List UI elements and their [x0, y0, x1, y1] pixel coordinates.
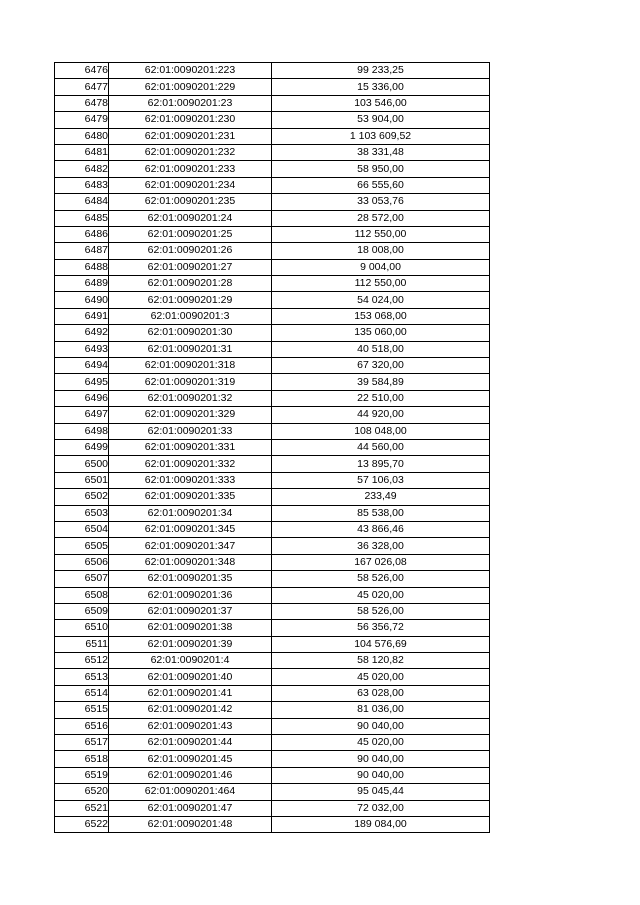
row-number-cell: 6499 [55, 439, 109, 455]
value-cell: 112 550,00 [272, 226, 490, 242]
row-number-cell: 6479 [55, 112, 109, 128]
table-row [55, 358, 490, 374]
table-row [55, 603, 490, 619]
spreadsheet-page [54, 62, 487, 833]
row-number-cell: 6514 [55, 685, 109, 701]
cadastral-number-cell: 62:01:0090201:333 [109, 472, 272, 488]
table-row [55, 276, 490, 292]
row-number-cell: 6496 [55, 390, 109, 406]
value-cell: 53 904,00 [272, 112, 490, 128]
table-row [55, 112, 490, 128]
value-cell: 63 028,00 [272, 685, 490, 701]
table-row [55, 653, 490, 669]
cadastral-number-cell: 62:01:0090201:347 [109, 538, 272, 554]
cadastral-number-cell: 62:01:0090201:23 [109, 95, 272, 111]
table-row [55, 423, 490, 439]
value-cell: 66 555,60 [272, 177, 490, 193]
value-cell: 135 060,00 [272, 325, 490, 341]
table-row [55, 95, 490, 111]
table-row [55, 63, 490, 79]
value-cell: 189 084,00 [272, 816, 490, 832]
cadastral-number-cell: 62:01:0090201:38 [109, 620, 272, 636]
cadastral-number-cell: 62:01:0090201:229 [109, 79, 272, 95]
value-cell: 43 866,46 [272, 521, 490, 537]
row-number-cell: 6511 [55, 636, 109, 652]
value-cell: 90 040,00 [272, 767, 490, 783]
table-row [55, 292, 490, 308]
row-number-cell: 6520 [55, 784, 109, 800]
table-row [55, 735, 490, 751]
value-cell: 85 538,00 [272, 505, 490, 521]
row-number-cell: 6480 [55, 128, 109, 144]
row-number-cell: 6487 [55, 243, 109, 259]
row-number-cell: 6515 [55, 702, 109, 718]
cadastral-number-cell: 62:01:0090201:47 [109, 800, 272, 816]
row-number-cell: 6483 [55, 177, 109, 193]
value-cell: 40 518,00 [272, 341, 490, 357]
cadastral-number-cell: 62:01:0090201:24 [109, 210, 272, 226]
cadastral-number-cell: 62:01:0090201:29 [109, 292, 272, 308]
table-row [55, 636, 490, 652]
row-number-cell: 6486 [55, 226, 109, 242]
table-row [55, 79, 490, 95]
cadastral-number-cell: 62:01:0090201:44 [109, 735, 272, 751]
row-number-cell: 6513 [55, 669, 109, 685]
value-cell: 58 120,82 [272, 653, 490, 669]
cadastral-number-cell: 62:01:0090201:30 [109, 325, 272, 341]
row-number-cell: 6481 [55, 144, 109, 160]
cadastral-number-cell: 62:01:0090201:46 [109, 767, 272, 783]
row-number-cell: 6500 [55, 456, 109, 472]
value-cell: 45 020,00 [272, 587, 490, 603]
row-number-cell: 6482 [55, 161, 109, 177]
table-row [55, 702, 490, 718]
table-row [55, 767, 490, 783]
value-cell: 15 336,00 [272, 79, 490, 95]
value-cell: 103 546,00 [272, 95, 490, 111]
cadastral-number-cell: 62:01:0090201:335 [109, 489, 272, 505]
cadastral-number-cell: 62:01:0090201:348 [109, 554, 272, 570]
cadastral-number-cell: 62:01:0090201:232 [109, 144, 272, 160]
table-row [55, 800, 490, 816]
row-number-cell: 6501 [55, 472, 109, 488]
row-number-cell: 6508 [55, 587, 109, 603]
value-cell: 90 040,00 [272, 718, 490, 734]
table-row [55, 571, 490, 587]
value-cell: 58 950,00 [272, 161, 490, 177]
row-number-cell: 6505 [55, 538, 109, 554]
row-number-cell: 6509 [55, 603, 109, 619]
row-number-cell: 6494 [55, 358, 109, 374]
table-row [55, 308, 490, 324]
table-row [55, 243, 490, 259]
cadastral-number-cell: 62:01:0090201:329 [109, 407, 272, 423]
cadastral-number-cell: 62:01:0090201:234 [109, 177, 272, 193]
value-cell: 56 356,72 [272, 620, 490, 636]
cadastral-number-cell: 62:01:0090201:3 [109, 308, 272, 324]
value-cell: 44 560,00 [272, 439, 490, 455]
value-cell: 28 572,00 [272, 210, 490, 226]
row-number-cell: 6492 [55, 325, 109, 341]
table-row [55, 751, 490, 767]
value-cell: 45 020,00 [272, 735, 490, 751]
value-cell: 33 053,76 [272, 194, 490, 210]
table-row [55, 620, 490, 636]
cadastral-number-cell: 62:01:0090201:31 [109, 341, 272, 357]
cadastral-number-cell: 62:01:0090201:26 [109, 243, 272, 259]
cadastral-number-cell: 62:01:0090201:331 [109, 439, 272, 455]
row-number-cell: 6491 [55, 308, 109, 324]
row-number-cell: 6522 [55, 816, 109, 832]
table-row [55, 390, 490, 406]
cadastral-number-cell: 62:01:0090201:36 [109, 587, 272, 603]
row-number-cell: 6507 [55, 571, 109, 587]
value-cell: 1 103 609,52 [272, 128, 490, 144]
row-number-cell: 6516 [55, 718, 109, 734]
table-row [55, 374, 490, 390]
table-row [55, 538, 490, 554]
cadastral-number-cell: 62:01:0090201:27 [109, 259, 272, 275]
cadastral-number-cell: 62:01:0090201:42 [109, 702, 272, 718]
cadastral-number-cell: 62:01:0090201:332 [109, 456, 272, 472]
value-cell: 233,49 [272, 489, 490, 505]
table-row [55, 144, 490, 160]
table-row [55, 685, 490, 701]
cadastral-number-cell: 62:01:0090201:35 [109, 571, 272, 587]
table-row [55, 177, 490, 193]
table-row [55, 472, 490, 488]
table-row [55, 521, 490, 537]
cadastral-number-cell: 62:01:0090201:464 [109, 784, 272, 800]
table-row [55, 259, 490, 275]
table-row [55, 407, 490, 423]
value-cell: 72 032,00 [272, 800, 490, 816]
table-row [55, 816, 490, 832]
value-cell: 99 233,25 [272, 63, 490, 79]
table-row [55, 718, 490, 734]
table-row [55, 341, 490, 357]
value-cell: 57 106,03 [272, 472, 490, 488]
table-row [55, 669, 490, 685]
value-cell: 44 920,00 [272, 407, 490, 423]
cadastral-number-cell: 62:01:0090201:233 [109, 161, 272, 177]
table-row [55, 489, 490, 505]
cadastral-number-cell: 62:01:0090201:45 [109, 751, 272, 767]
value-cell: 22 510,00 [272, 390, 490, 406]
row-number-cell: 6488 [55, 259, 109, 275]
cadastral-number-cell: 62:01:0090201:235 [109, 194, 272, 210]
value-cell: 167 026,08 [272, 554, 490, 570]
table-row [55, 210, 490, 226]
row-number-cell: 6502 [55, 489, 109, 505]
table-row [55, 784, 490, 800]
table-row [55, 161, 490, 177]
cadastral-number-cell: 62:01:0090201:318 [109, 358, 272, 374]
value-cell: 36 328,00 [272, 538, 490, 554]
table-row [55, 554, 490, 570]
row-number-cell: 6485 [55, 210, 109, 226]
cadastral-number-cell: 62:01:0090201:4 [109, 653, 272, 669]
table-row [55, 439, 490, 455]
row-number-cell: 6510 [55, 620, 109, 636]
row-number-cell: 6493 [55, 341, 109, 357]
cadastral-number-cell: 62:01:0090201:40 [109, 669, 272, 685]
table-row [55, 194, 490, 210]
value-cell: 81 036,00 [272, 702, 490, 718]
value-cell: 90 040,00 [272, 751, 490, 767]
value-cell: 9 004,00 [272, 259, 490, 275]
table-row [55, 128, 490, 144]
cadastral-number-cell: 62:01:0090201:231 [109, 128, 272, 144]
value-cell: 153 068,00 [272, 308, 490, 324]
cadastral-number-cell: 62:01:0090201:41 [109, 685, 272, 701]
value-cell: 112 550,00 [272, 276, 490, 292]
table-row [55, 587, 490, 603]
table-row [55, 456, 490, 472]
value-cell: 13 895,70 [272, 456, 490, 472]
row-number-cell: 6477 [55, 79, 109, 95]
value-cell: 54 024,00 [272, 292, 490, 308]
value-cell: 38 331,48 [272, 144, 490, 160]
row-number-cell: 6518 [55, 751, 109, 767]
row-number-cell: 6503 [55, 505, 109, 521]
cadastral-number-cell: 62:01:0090201:223 [109, 63, 272, 79]
row-number-cell: 6490 [55, 292, 109, 308]
row-number-cell: 6484 [55, 194, 109, 210]
cadastral-number-cell: 62:01:0090201:34 [109, 505, 272, 521]
value-cell: 104 576,69 [272, 636, 490, 652]
cadastral-number-cell: 62:01:0090201:25 [109, 226, 272, 242]
cadastral-number-cell: 62:01:0090201:28 [109, 276, 272, 292]
row-number-cell: 6506 [55, 554, 109, 570]
cadastral-number-cell: 62:01:0090201:37 [109, 603, 272, 619]
cadastral-number-cell: 62:01:0090201:345 [109, 521, 272, 537]
table-body [55, 63, 490, 833]
row-number-cell: 6478 [55, 95, 109, 111]
value-cell: 95 045,44 [272, 784, 490, 800]
cadastral-number-cell: 62:01:0090201:32 [109, 390, 272, 406]
row-number-cell: 6512 [55, 653, 109, 669]
row-number-cell: 6521 [55, 800, 109, 816]
row-number-cell: 6497 [55, 407, 109, 423]
cadastral-number-cell: 62:01:0090201:319 [109, 374, 272, 390]
value-cell: 39 584,89 [272, 374, 490, 390]
table-row [55, 325, 490, 341]
row-number-cell: 6504 [55, 521, 109, 537]
value-cell: 108 048,00 [272, 423, 490, 439]
value-cell: 18 008,00 [272, 243, 490, 259]
value-cell: 58 526,00 [272, 603, 490, 619]
row-number-cell: 6517 [55, 735, 109, 751]
row-number-cell: 6489 [55, 276, 109, 292]
cadastral-number-cell: 62:01:0090201:39 [109, 636, 272, 652]
value-cell: 45 020,00 [272, 669, 490, 685]
cadastral-number-cell: 62:01:0090201:43 [109, 718, 272, 734]
cadastral-number-cell: 62:01:0090201:230 [109, 112, 272, 128]
row-number-cell: 6495 [55, 374, 109, 390]
cadastral-number-cell: 62:01:0090201:33 [109, 423, 272, 439]
row-number-cell: 6498 [55, 423, 109, 439]
value-cell: 58 526,00 [272, 571, 490, 587]
table-row [55, 226, 490, 242]
row-number-cell: 6476 [55, 63, 109, 79]
row-number-cell: 6519 [55, 767, 109, 783]
value-cell: 67 320,00 [272, 358, 490, 374]
cadastral-number-cell: 62:01:0090201:48 [109, 816, 272, 832]
cadastral-value-table [54, 62, 490, 833]
table-row [55, 505, 490, 521]
